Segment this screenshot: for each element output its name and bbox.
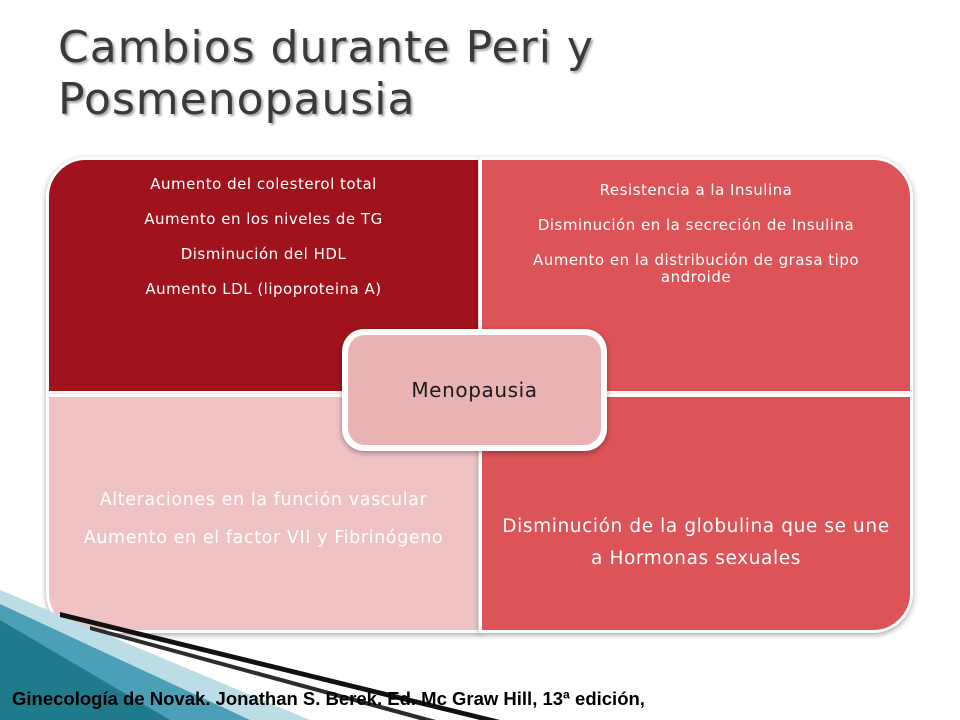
quadrant-lipids-line: Aumento en los niveles de TG bbox=[144, 210, 383, 228]
quadrant-vascular-line: Alteraciones en la función vascular bbox=[99, 490, 428, 510]
quadrant-lipids-line: Aumento LDL (lipoproteina A) bbox=[145, 280, 382, 298]
quadrant-lipids-line: Disminución del HDL bbox=[180, 245, 347, 263]
quadrant-insulin-line: Disminución en la secreción de Insulina bbox=[537, 216, 855, 234]
quadrant-vascular-line: Aumento en el factor VII y Fibrinógeno bbox=[83, 528, 444, 548]
center-node-menopausia: Menopausia bbox=[348, 335, 601, 445]
quadrant-insulin-line: Resistencia a la Insulina bbox=[599, 181, 793, 199]
slide-title bbox=[58, 22, 918, 126]
center-node-frame bbox=[342, 329, 607, 451]
quadrant-globulin-line: Disminución de la globulina que se une a Hormonas sexuales bbox=[502, 516, 890, 569]
quadrant-lipids-line: Aumento del colesterol total bbox=[150, 175, 377, 193]
citation-reference: Ginecología de Novak. Jonathan S. Berek. Ed. Mc Graw Hill, 13ª edición, bbox=[12, 688, 645, 709]
title-line-1: Cambios durante Peri y bbox=[58, 22, 594, 73]
quadrant-insulin-line: Aumento en la distribución de grasa tipo androide bbox=[532, 251, 860, 286]
title-line-2: Posmenopausia bbox=[58, 74, 416, 125]
